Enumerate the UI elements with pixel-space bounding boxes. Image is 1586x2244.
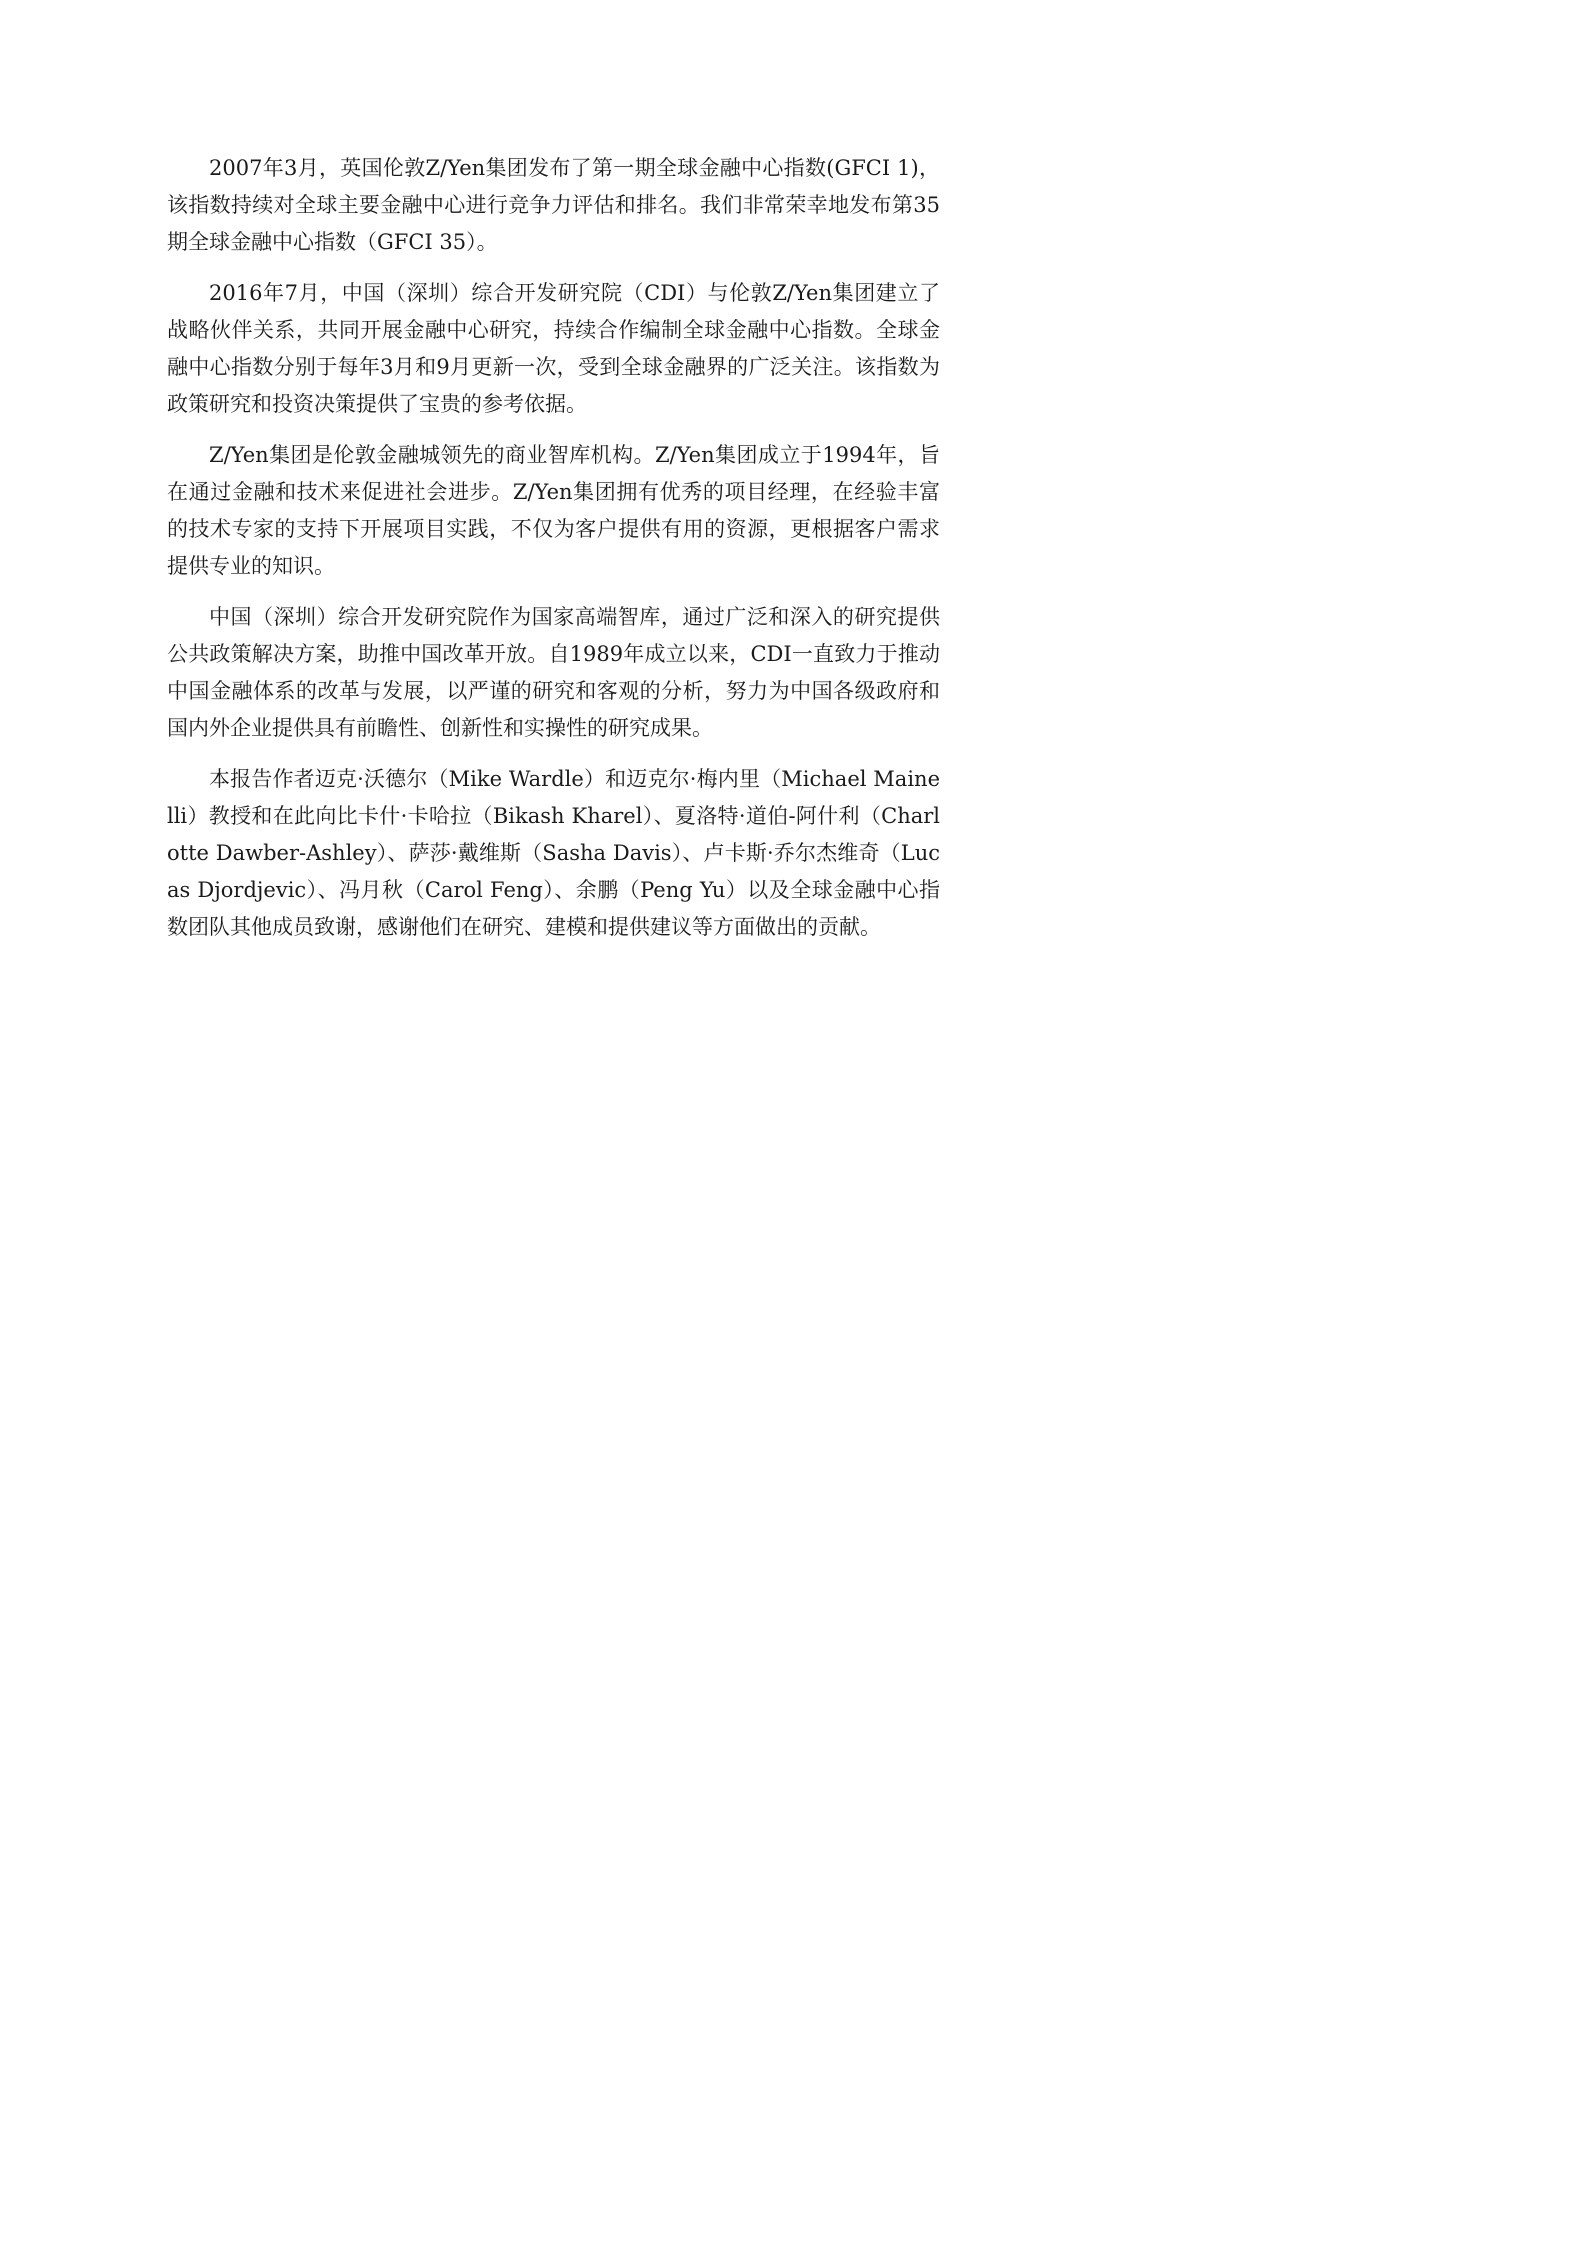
- paragraph-acknowledgements: 本报告作者迈克·沃德尔（Mike Wardle）和迈克尔·梅内里（Michael Mainelli）教授和在此向比卡什·卡哈拉（Bikash Kharel）、夏洛特·道伯-阿什利（Charlotte Dawber-Ashley）、萨莎·戴维斯（Sasha Davis）、卢卡斯·乔尔杰维奇（Lucas Djordjevic）、冯月秋（Carol Feng）、余鹏（Peng Yu）以及全球金融中心指数团队其他成员致谢，感谢他们在研究、建模和提供建议等方面做出的贡献。: [167, 767, 940, 939]
- paragraph-cdi: 中国（深圳）综合开发研究院作为国家高端智库，通过广泛和深入的研究提供公共政策解决方案，助推中国改革开放。自1989年成立以来，CDI一直致力于推动中国金融体系的改革与发展，以严谨的研究和客观的分析，努力为中国各级政府和国内外企业提供具有前瞻性、创新性和实操性的研究成果。: [167, 605, 940, 740]
- paragraph-partnership: 2016年7月，中国（深圳）综合开发研究院（CDI）与伦敦Z/Yen集团建立了战略伙伴关系，共同开展金融中心研究，持续合作编制全球金融中心指数。全球金融中心指数分别于每年3月和9月更新一次，受到全球金融界的广泛关注。该指数为政策研究和投资决策提供了宝贵的参考依据。: [167, 281, 940, 416]
- paragraph-gfci-intro: 2007年3月，英国伦敦Z/Yen集团发布了第一期全球金融中心指数(GFCI 1)，该指数持续对全球主要金融中心进行竞争力评估和排名。我们非常荣幸地发布第35期全球金融中心指数（GFCI 35）。: [167, 156, 940, 254]
- document-body: [167, 150, 940, 960]
- paragraph-zyen: Z/Yen集团是伦敦金融城领先的商业智库机构。Z/Yen集团成立于1994年，旨在通过金融和技术来促进社会进步。Z/Yen集团拥有优秀的项目经理，在经验丰富的技术专家的支持下开展项目实践，不仅为客户提供有用的资源，更根据客户需求提供专业的知识。: [167, 443, 940, 578]
